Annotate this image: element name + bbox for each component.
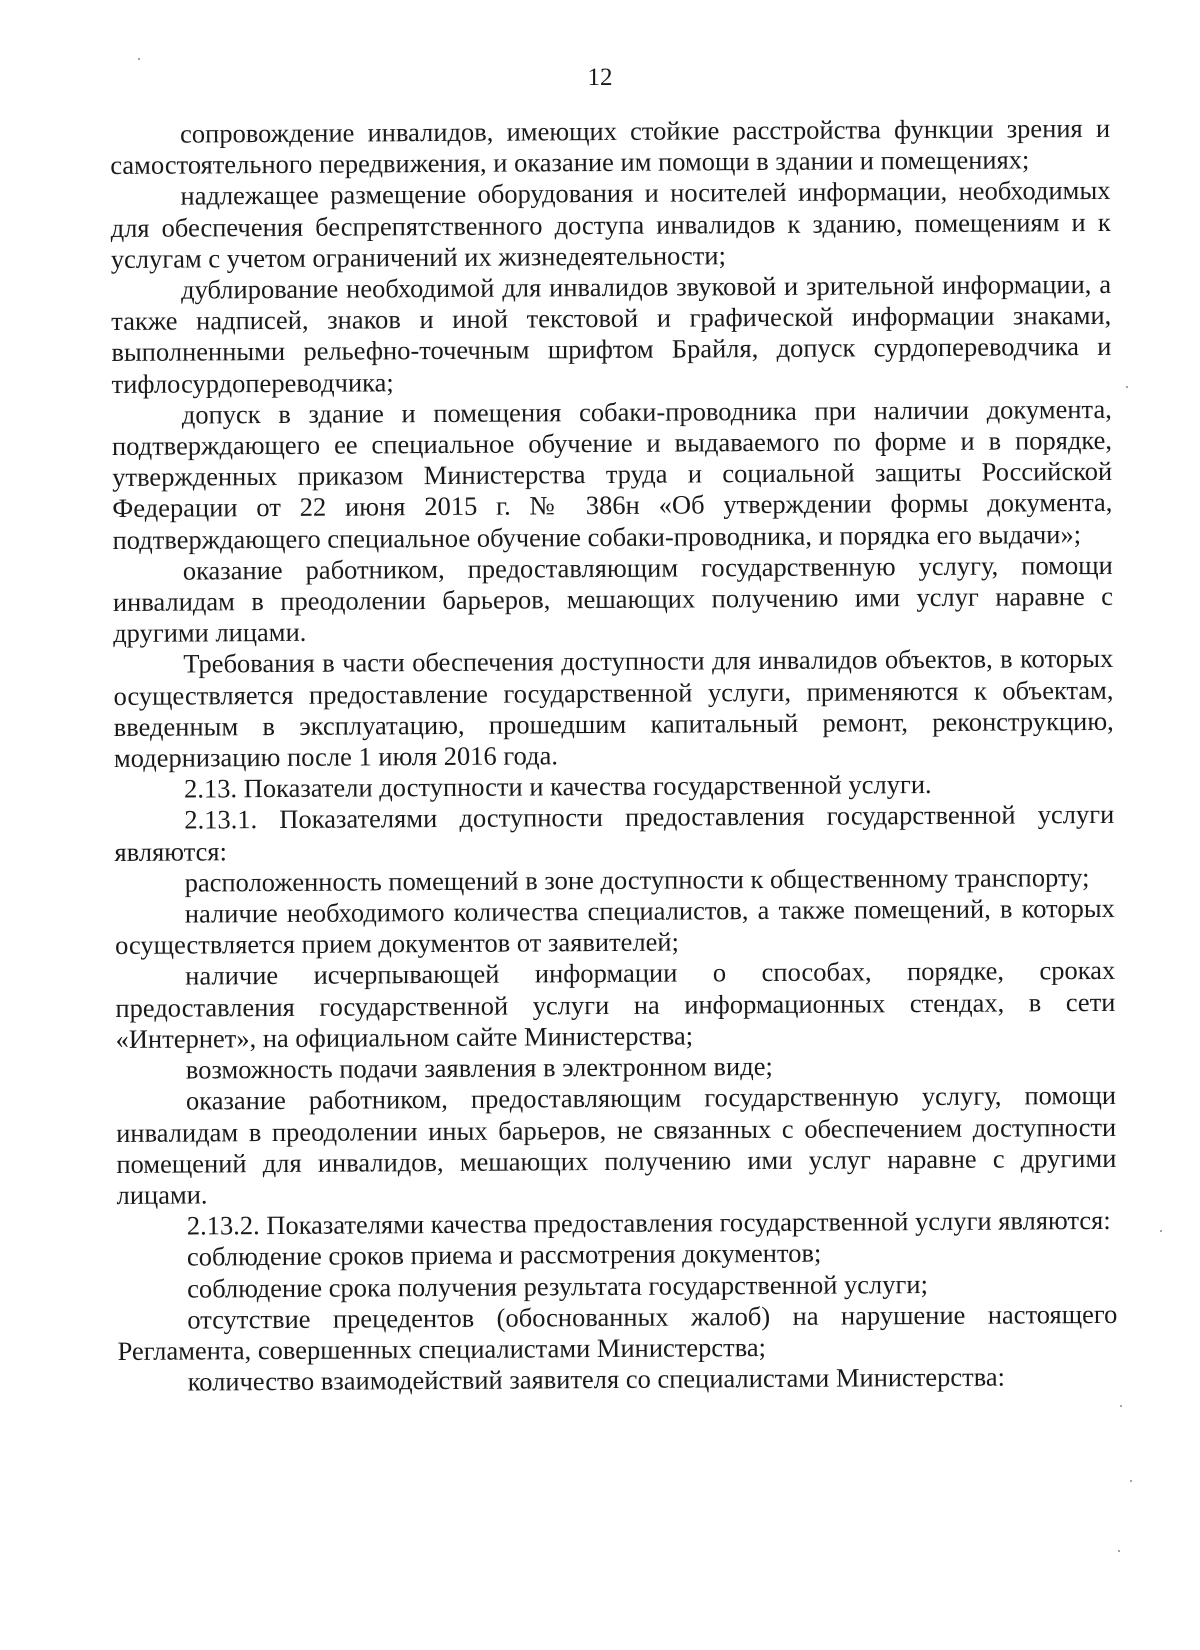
paragraph: количество взаимодействий заявителя со специалистами Министерства: xyxy=(187,1361,1006,1397)
paragraph: допуск в здание и помещения собаки-проводника при наличии документа, подтверждающего ее специальное обучение и выдаваемого по форме и в порядке, утвержденных приказом Министерства труда и социальной защиты Российской Федерации от 22 июня 2015 г. № 386н «Об утверждении формы документа, подтверждающего специальное обучение собаки-проводника, и порядка его выдачи»; xyxy=(111,393,1113,555)
scan-speck xyxy=(1130,1480,1132,1482)
paragraph: оказание работником, предоставляющим государственную услугу, помощи инвалидам в преодолении иных барьеров, не связанных с обеспечением доступности помещений для инвалидов, мешающих получению ими услуг наравне с другими лицами. xyxy=(116,1080,1117,1210)
paragraph: возможность подачи заявления в электронном виде; xyxy=(185,1051,773,1085)
paragraph: 2.13.1. Показателями доступности предоставления государственной услуги являются: xyxy=(114,799,1115,867)
paragraph: наличие необходимого количества специалистов, а также помещений, в которых осуществляется прием документов от заявителей; xyxy=(114,892,1115,961)
paragraph: надлежащее размещение оборудования и носителей информации, необходимых для обеспечения беспрепятственного доступа инвалидов к зданию, помещениям и к услугам с учетом ограничений их жизнедеятельности; xyxy=(110,175,1111,274)
scan-speck xyxy=(1118,1550,1120,1552)
paragraph: соблюдение срока получения результата государственной услуги; xyxy=(187,1268,928,1304)
paragraph: 2.13.2. Показателями качества предоставления государственной услуги являются: xyxy=(186,1205,1111,1241)
scan-speck xyxy=(138,58,140,60)
paragraph: дублирование необходимой для инвалидов звуковой и зрительной информации, а также надписей, знаков и иной текстовой и графической информации знаками, выполненными рельефно-точечным шрифтом Брайля, допуск сурдопереводчика и тифлосурдопереводчика; xyxy=(111,268,1112,399)
document-body xyxy=(110,113,1118,1398)
paragraph: соблюдение сроков приема и рассмотрения документов; xyxy=(186,1237,822,1272)
paragraph: наличие исчерпывающей информации о способах, порядке, сроках предоставления государственной услуги на информационных стендах, в сети «Интернет», на официальном сайте Министерства; xyxy=(115,955,1116,1054)
section-heading: 2.13. Показатели доступности и качества государственной услуги. xyxy=(184,769,932,804)
paragraph: отсутствие прецедентов (обоснованных жалоб) на нарушение настоящего Регламента, совершенных специалистами Министерства; xyxy=(117,1298,1118,1366)
scan-speck xyxy=(1126,386,1128,388)
paragraph: Требования в части обеспечения доступности для инвалидов объектов, в которых осуществляется предоставление государственной услуги, применяются к объектам, введенным в эксплуатацию, прошедшим капитальный ремонт, реконструкцию, модернизацию после 1 июля 2016 года. xyxy=(113,643,1114,774)
paragraph: сопровождение инвалидов, имеющих стойкие расстройства функции зрения и самостоятельного передвижения, и оказание им помощи в здании и помещениях; xyxy=(110,112,1111,181)
paragraph: расположенность помещений в зоне доступности к общественному транспорту; xyxy=(184,861,1090,898)
paragraph: оказание работником, предоставляющим государственную услугу, помощи инвалидам в преодолении барьеров, мешающих получению ими услуг наравне с другими лицами. xyxy=(112,549,1114,649)
scan-speck xyxy=(1160,1230,1162,1232)
page-number: 12 xyxy=(587,64,613,91)
scan-speck xyxy=(1120,1405,1122,1407)
